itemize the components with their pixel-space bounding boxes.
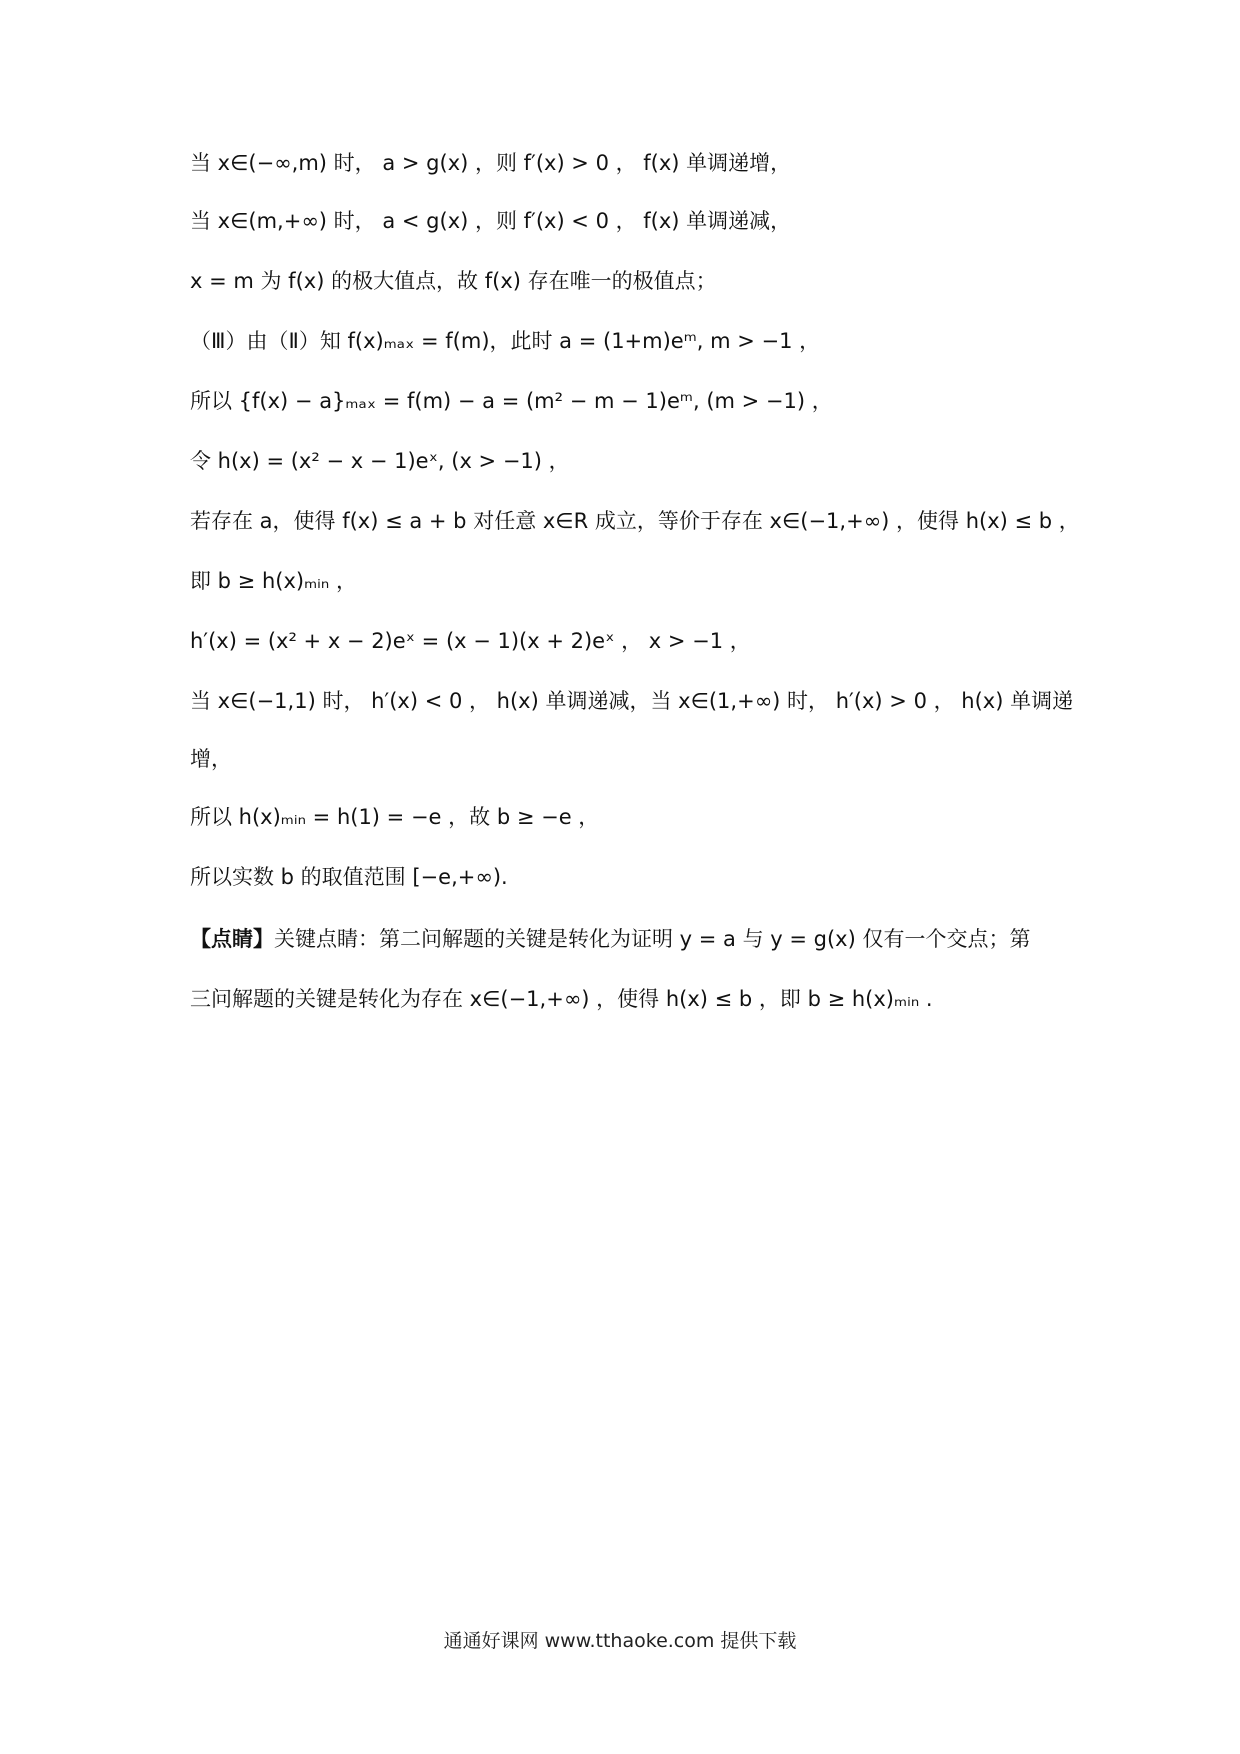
line-text: 关键点睛：第二问解题的关键是转化为证明 y = a 与 y = g(x) 仅有一个交点；第 xyxy=(274,927,1031,951)
line-text: 当 x∈(−∞,m) 时， a > g(x) ，则 f′(x) > 0 ， f(x) 单调递增， xyxy=(190,151,792,175)
line-text: 若存在 a，使得 f(x) ≤ a + b 对任意 x∈R 成立，等价于存在 x∈(−1,+∞) ，使得 h(x) ≤ b ， xyxy=(190,509,1080,533)
line-text: 所以 h(x)ₘᵢₙ = h(1) = −e ，故 b ≥ −e ， xyxy=(190,805,600,829)
line-text: 所以实数 b 的取值范围 [−e,+∞). xyxy=(190,865,508,889)
text-line-5 xyxy=(190,386,1070,417)
line-text: 当 x∈(−1,1) 时， h′(x) < 0 ， h(x) 单调递减，当 x∈(1,+∞) 时， h′(x) > 0 ， h(x) 单调递 xyxy=(190,689,1074,713)
text-line-15 xyxy=(190,984,1070,1015)
text-line-10 xyxy=(190,686,1074,717)
line-text: 增， xyxy=(190,747,232,771)
text-line-13 xyxy=(190,862,1070,893)
text-line-3 xyxy=(190,266,1070,297)
text-line-12 xyxy=(190,802,1070,833)
page-footer: 通通好课网 www.tthaoke.com 提供下载 xyxy=(443,1630,797,1652)
line-text: 所以 {f(x) − a}ₘₐₓ = f(m) − a = (m² − m − 1)eᵐ, (m > −1) ， xyxy=(190,389,833,413)
text-line-9 xyxy=(190,626,1070,657)
text-line-1 xyxy=(190,148,1070,179)
text-line-8 xyxy=(190,566,1070,597)
text-line-14 xyxy=(190,924,1070,955)
line-text: 令 h(x) = (x² − x − 1)eˣ, (x > −1) ， xyxy=(190,449,570,473)
text-line-2 xyxy=(190,206,1070,237)
text-line-4 xyxy=(190,326,1070,357)
line-text: 当 x∈(m,+∞) 时， a < g(x) ，则 f′(x) < 0 ， f(x) 单调递减， xyxy=(190,209,792,233)
line-text: x = m 为 f(x) 的极大值点，故 f(x) 存在唯一的极值点； xyxy=(190,269,717,293)
line-text: （Ⅲ）由（Ⅱ）知 f(x)ₘₐₓ = f(m)，此时 a = (1+m)eᵐ, m > −1 ， xyxy=(190,329,821,353)
remark-label: 【点睛】 xyxy=(190,927,274,951)
line-text: h′(x) = (x² + x − 2)eˣ = (x − 1)(x + 2)eˣ ， x > −1 ， xyxy=(190,629,751,653)
text-line-6 xyxy=(190,446,1070,477)
line-text: 三问解题的关键是转化为存在 x∈(−1,+∞) ，使得 h(x) ≤ b ，即 b ≥ h(x)ₘᵢₙ . xyxy=(190,987,933,1011)
text-line-7 xyxy=(190,506,1080,537)
line-text: 即 b ≥ h(x)ₘᵢₙ ， xyxy=(190,569,357,593)
text-line-11 xyxy=(190,744,1070,775)
